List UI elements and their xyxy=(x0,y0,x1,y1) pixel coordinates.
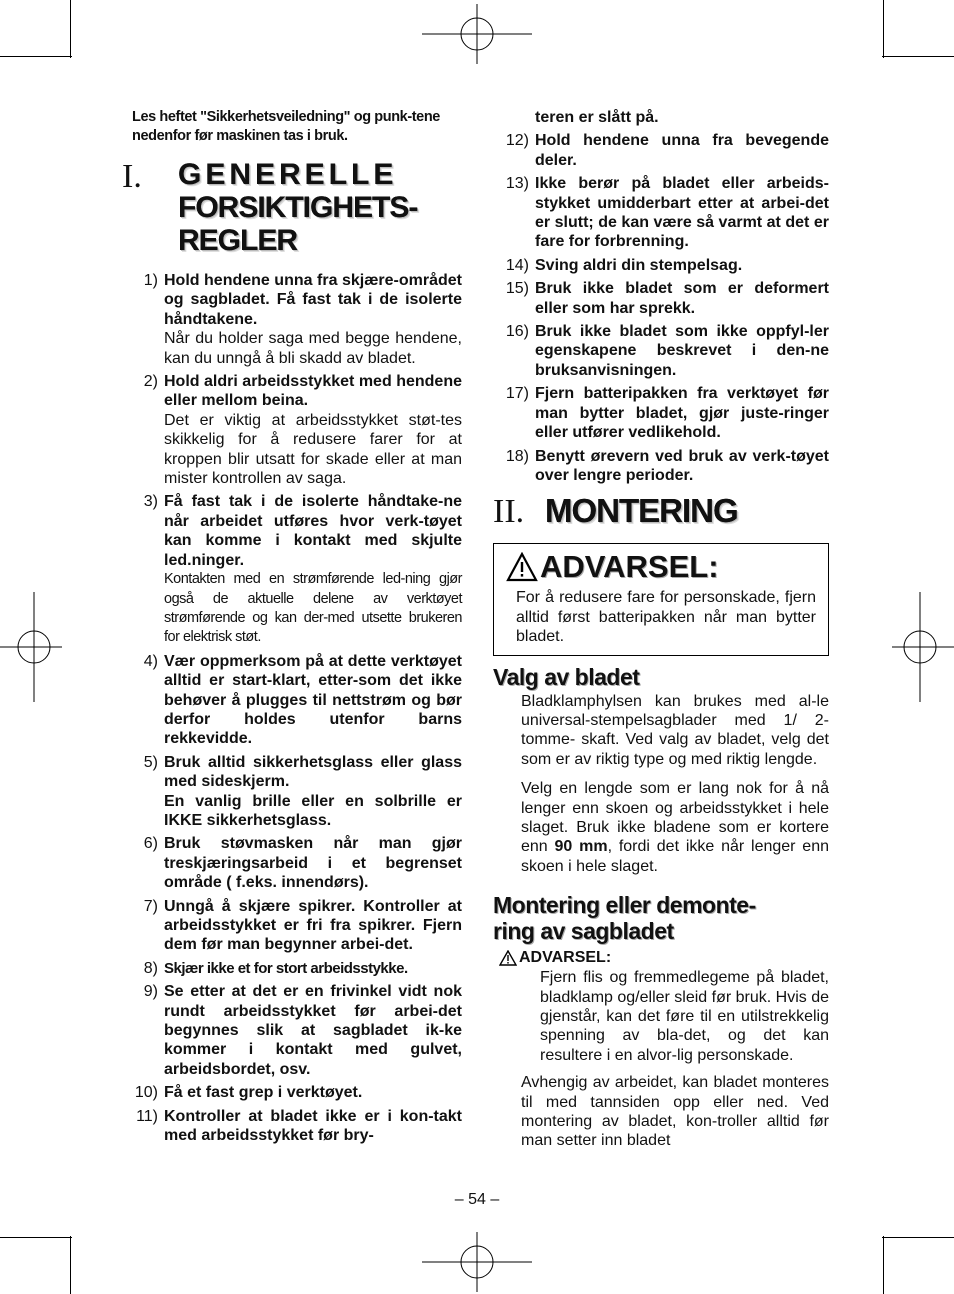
list-item: 8) Skjær ikke et for stort arbeidsstykke. xyxy=(143,959,408,977)
list-item: 1) Hold hendene unna fra skjære-området og sagbladet. Få fast tak i de isolerte håndtakene. Når du holder saga med begge hendene, kan du unngå å bli skadd av bladet. xyxy=(143,272,462,367)
warning-box xyxy=(493,543,829,655)
montering-warning-label: ADVARSEL: xyxy=(493,948,829,968)
list-item: 9) Se etter at det er en frivinkel vidt nok rundt arbeidsstykket før arbei-det begynnes slik at sagbladet ik-ke kommer i kontakt med gulvet, arbeidsbordet, osv. xyxy=(143,983,462,1078)
list-item: 16) Bruk ikke bladet som ikke oppfyl-ler egenskapene beskrevet i den-ne bruksanvisningen. xyxy=(505,323,829,379)
valg-body xyxy=(493,692,829,877)
crop-mark xyxy=(70,1236,71,1294)
registration-mark-top xyxy=(422,4,532,64)
list-item: 10) Få et fast grep i verktøyet. xyxy=(134,1084,363,1102)
list-item: 13) Ikke berør på bladet eller arbeids-stykket umidderbart etter at arbei-det er slutt; de kan være så varmt at det er fare for forbrenning. xyxy=(505,175,829,251)
list-item: 3) Få fast tak i de isolerte håndtake-ne når arbeidet utføres hvor verk-tøyet kan komme i kontakt med skjulte led.ninger. Kontakten med en strømførende led-ning gjør også de aktuelle delene av verktøyet strømførende og kan der-med utsette brukeren for elektrisk støt. xyxy=(143,493,462,646)
section1-title-line1: GENERELLE xyxy=(178,158,398,191)
list-item: 14) Sving aldri din stempelsag. xyxy=(505,256,743,274)
right-column xyxy=(493,108,829,1151)
warning-triangle-icon xyxy=(499,950,517,966)
section1-number: I. xyxy=(122,158,142,195)
section1-title-line2: FORSIKTIGHETS- xyxy=(178,191,418,224)
valg-heading: Valg av bladet xyxy=(493,663,640,690)
montering-heading xyxy=(493,892,829,944)
registration-mark-right xyxy=(892,592,954,702)
registration-mark-left xyxy=(0,592,62,702)
list-item: 4) Vær oppmerksom på at dette verktøyet alltid er start-klart, etter-som det ikke behøver å plugges til nettstrøm og bør derfor holdes utenfor barns rekkevidde. xyxy=(143,652,462,748)
crop-mark xyxy=(883,0,884,58)
valg-paragraph-2: Velg en lengde som er lang nok for å nå lenger enn skoen og arbeidsstykket i hele slaget. Bruk ikke bladene som er kortere enn 90 mm, fordi det ikke når lenger enn skoen i hele slaget. xyxy=(521,780,830,875)
montering-title-line1: Montering eller demonte- xyxy=(493,892,756,919)
crop-mark xyxy=(882,56,954,57)
warning-text: For å redusere fare for personskade, fjern alltid først batteripakken når man bytter bladet. xyxy=(516,589,816,646)
list-item: 11) Kontroller at bladet ikke er i kon-takt med arbeidsstykket før bry- xyxy=(136,1107,462,1145)
list-item: 12) Hold hendene unna fra bevegende deler. xyxy=(505,132,829,169)
page-number: – 54 – xyxy=(454,1191,500,1208)
list-item: teren er slått på. xyxy=(535,109,659,126)
safety-list-continued xyxy=(493,108,829,485)
section2-number: II. xyxy=(493,493,525,531)
list-item: 18) Benytt ørevern ved bruk av verk-tøyet over lengre perioder. xyxy=(505,447,829,484)
crop-mark xyxy=(0,1237,72,1238)
left-column xyxy=(122,108,462,1149)
section1-title-line3: REGLER xyxy=(178,224,298,257)
montering-warning-text: Fjern flis og fremmedlegeme på bladet, bladklamp og/eller sleid før bruk. Hvis de gjenstår, kan det føre til en utilstrekkelig spenning av bla-det, og det kan resultere i en alvor-lig personskade. xyxy=(540,969,830,1064)
valg-paragraph-1: Bladklamphylsen kan brukes med al-le universal-stempelsagblader med 1/ 2-tomme- skaft. Ved valg av bladet, velg det som er av riktig type og med riktig lengde. xyxy=(521,692,829,768)
list-item: 2) Hold aldri arbeidsstykket med hendene eller mellom beina. Det er viktig at arbeidsstykket støt-tes skikkelig for å redusere farer for at kroppen blir utsatt for skade eller at man mister kontrollen av saga. xyxy=(143,373,462,488)
safety-list xyxy=(122,271,462,1145)
list-item: 6) Bruk støvmasken når man gjør treskjæringsarbeid i et begrenset område ( f.eks. innendørs). xyxy=(143,835,462,892)
list-item: 15) Bruk ikke bladet som er deformert eller som har sprekk. xyxy=(505,280,829,317)
warning-triangle-icon xyxy=(506,552,538,582)
warning-heading xyxy=(506,550,816,584)
crop-mark xyxy=(883,1236,884,1294)
list-item: 7) Unngå å skjære spikrer. Kontroller at arbeidsstykket er fri fra spikrer. Fjern dem før man begynner arbei-det. xyxy=(143,897,462,954)
section1-heading xyxy=(122,158,462,257)
warning-title: ADVARSEL: xyxy=(540,549,719,585)
crop-mark xyxy=(70,0,71,58)
montering-title-line2: ring av sagbladet xyxy=(493,918,674,945)
list-item: 5) Bruk alltid sikkerhetsglass eller glass med sideskjerm. En vanlig brille eller en solbrille er IKKE sikkerhetsglass. xyxy=(143,753,462,829)
section2-heading xyxy=(493,493,829,529)
list-item: 17) Fjern batteripakken fra verktøyet før man bytter bladet, gjør juste-ringer eller utfører vedlikehold. xyxy=(505,385,829,442)
registration-mark-bottom xyxy=(422,1232,532,1292)
section2-title: MONTERING xyxy=(545,492,738,530)
crop-mark xyxy=(0,56,72,57)
montering-paragraph-1: Avhengig av arbeidet, kan bladet monteres til med tannsiden opp eller ned. Ved montering av bladet, kon-troller alltid før man setter inn bladet xyxy=(521,1074,829,1150)
crop-mark xyxy=(882,1237,954,1238)
intro-text: Les heftet "Sikkerhetsveiledning" og punk-tene nedenfor før maskinen tas i bruk. xyxy=(132,109,440,144)
